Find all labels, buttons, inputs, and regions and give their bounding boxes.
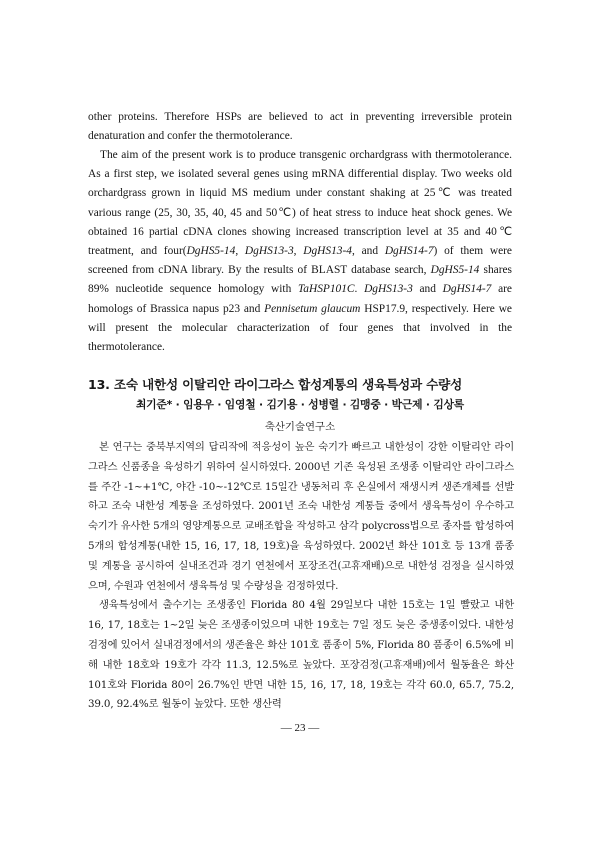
gene-name: DgHS5-14 [430, 264, 480, 277]
section-heading: 13. 조숙 내한성 이탈리안 라이그라스 합성계통의 생육특성과 수량성 [88, 377, 463, 392]
korean-paragraph-2: 생육특성에서 출수기는 조생종인 Florida 80 4월 29일보다 내한 15호는 1일 빨랐고 내한 16, 17, 18호는 1~2일 늦은 조생종이었으며 내한 19호는 7일 정도 늦은 중생종이었다. 내한성 검정에 있어서 실내검정에서의 생존율은 화산 101호 품종이 5%, Florida 80 품종이 6.5%에 비해 내한 18호와 19호가 각각 11.3, 12.5%로 높았다. 포장검정(고휴재배)에서 월동율은 화산 101호와 Florida 80이 26.7%인 반면 내한 15, 16, 17, 18, 19호는 각각 60.0, 65.7, 75.2, 39.0, 92.4%로 월동이 높았다. 또한 생산력 [88, 599, 514, 711]
text-run: ) of them were screened from cDNA library. By the results of BLAST database search, [88, 245, 512, 277]
english-paragraph-2 [88, 146, 512, 357]
text-run: . [354, 283, 365, 296]
gene-name: DgHS14-7 [442, 283, 492, 296]
text-run: shares 89% nucleotide sequence homology with [88, 264, 512, 296]
author-list: 최기준* · 임용우 · 임영철 · 김기용 · 성병렬 · 김맹중 · 박근제 · 김상록 [135, 398, 465, 411]
gene-name: TaHSP101C [297, 283, 355, 296]
english-text-2 [88, 146, 512, 357]
affiliation: 축산기술연구소 [264, 421, 336, 433]
korean-paragraph-1: 본 연구는 중북부지역의 답리작에 적응성이 높은 숙기가 빠르고 내한성이 강한 이탈리안 라이그라스 신품종을 육성하기 위하여 실시하였다. 2000년 기존 육성된 조생종 이탈리안 라이그라스를 주간 -1~+1℃, 야간 -10~-12℃로 15일간 냉동처리 후 온실에서 재생시켜 생존개체를 선발하고 조숙 내한성 계통을 조성하였다. 2001년 조숙 내한성 계통들 중에서 생육특성이 우수하고 숙기가 유사한 5개의 영양계통으로 교배조합을 작성하고 삼각 polycross법으로 종자를 합성하여 5개의 합성계통(내한 15, 16, 17, 18, 19호)을 육성하였다. 2002년 화산 101호 등 13개 품종 및 계통을 공시하여 실내조건과 경기 연천에서 포장조건(고휴재배)으로 내한성 검정을 실시하였으며, 수원과 연천에서 생육특성 및 수량성을 검정하였다. [88, 441, 514, 592]
english-text-1: other proteins. Therefore HSPs are believed to act in preventing irreversible protein denaturation and confer the thermotolerance. [88, 111, 512, 143]
text-run: , and [352, 245, 385, 258]
page-number: — 23 — [280, 722, 320, 734]
gene-name: DgHS14-7 [384, 245, 434, 258]
species-name: Pennisetum glaucum [264, 302, 361, 315]
text-run: and [412, 283, 443, 296]
text-run: HSP17.9, respectively. Here we will present the molecular characterization of four genes that involved in the thermotolerance. [88, 302, 512, 354]
korean-body [88, 438, 514, 715]
english-paragraph-1 [88, 108, 512, 146]
text-run: , [235, 245, 245, 258]
gene-name: DgHS13-3 [244, 245, 294, 258]
gene-name: DgHS13-3 [364, 283, 413, 296]
gene-name: DgHS13-4 [303, 245, 352, 258]
text-run: The aim of the present work is to produce transgenic orchardgrass with thermotolerance. As a first step, we isolated several genes using mRNA differential display. Two weeks old orchardgrass grown in liquid MS medium under constant shaking at 25℃ was treated various range (25, 30, 35, 40, 45 and 50℃) of heat stress to induce heat shock genes. We obtained 16 partial cDNA clones showing increased transcription level at 35 and 40℃ treatment, and four( [88, 149, 512, 258]
text-run: , [293, 245, 304, 258]
text-run: are homologs of Brassica napus p23 and [88, 283, 512, 315]
gene-name: DgHS5-14 [186, 245, 236, 258]
